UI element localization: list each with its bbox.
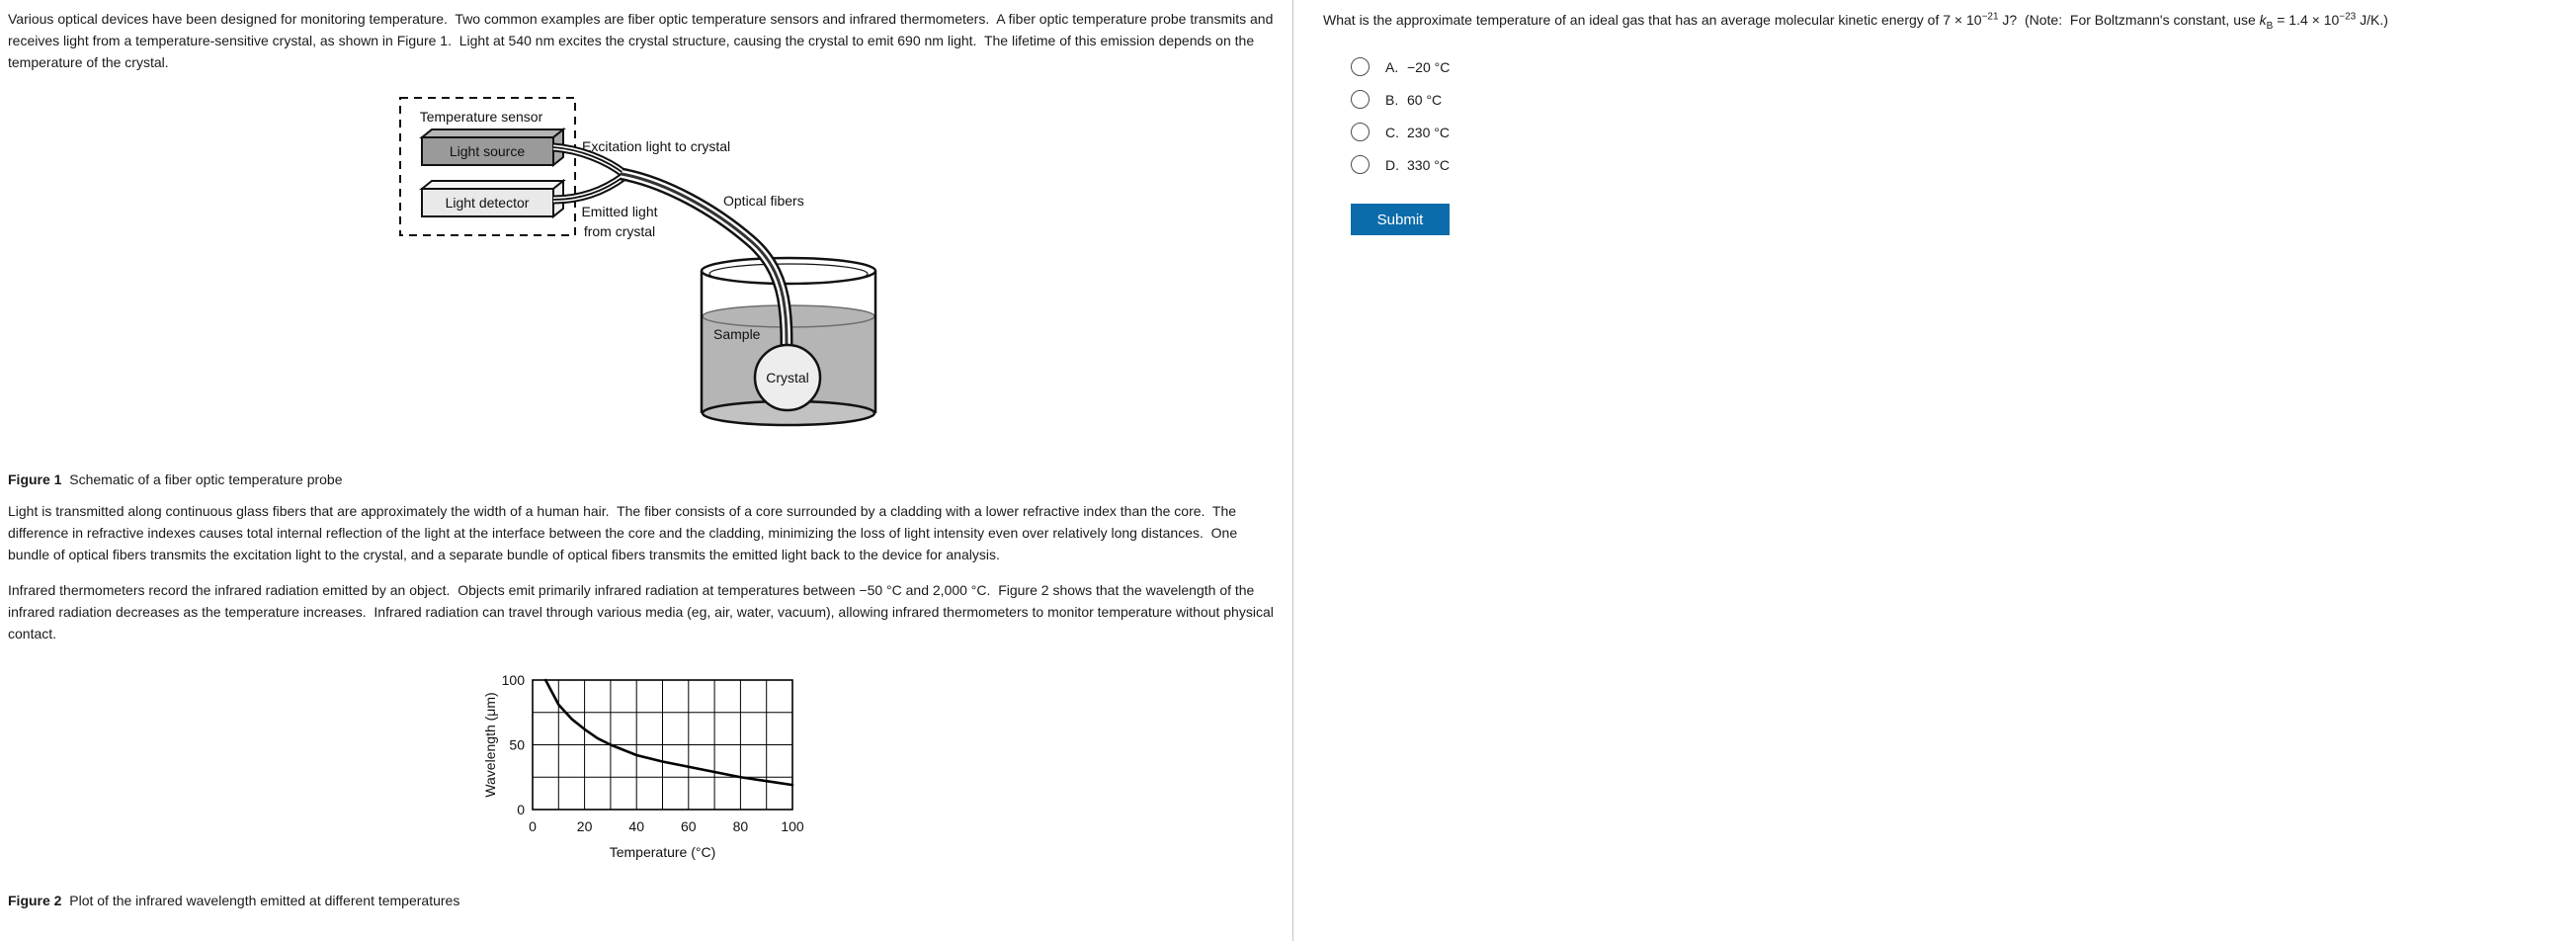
light-detector-box: [422, 181, 563, 216]
exponent: −23: [2339, 11, 2357, 23]
radio-button-b[interactable]: [1351, 90, 1370, 109]
light-source-box: [422, 129, 563, 165]
answer-options: [1351, 57, 2564, 174]
emitted-light-label-line1: Emitted light: [581, 204, 658, 219]
option-letter-a: A.: [1385, 58, 1399, 75]
light-detector-label: Light detector: [445, 195, 530, 211]
question-text: What is the approximate temperature of an ideal gas that has an average molecular kinetic energy of $7 \times 10^{-21}$ J? (Note: For Boltzmann's constant, use $k_B = 1.4 \times 10^{-23}$ J/K.): [1323, 11, 2388, 32]
option-letter-b: B.: [1385, 91, 1399, 108]
answer-option-c[interactable]: [1351, 123, 2564, 141]
passage-paragraph-3: Infrared thermometers record the infrared radiation emitted by an object. Objects emit primarily infrared radiation at temperatures between −50 °C and 2,000 °C. Figure 2 shows that the wavelength of the infrared radiation decreases as the temperature increases. Infrared radiation can travel through various media (eg, air, water, vacuum), allowing infrared thermometers to monitor temperature without physical contact.: [8, 582, 1278, 642]
radio-button-a[interactable]: [1351, 57, 1370, 76]
figure1-label: Figure 1: [8, 471, 62, 487]
boltzmann-subscript: B: [2266, 20, 2274, 32]
x-tick-label: 0: [529, 818, 537, 834]
option-text-a: −20 °C: [1407, 58, 1451, 75]
x-tick-label: 40: [628, 818, 644, 834]
y-tick-label: 100: [501, 674, 525, 688]
figure2-label: Figure 2: [8, 893, 62, 908]
exponent: −21: [1981, 11, 1999, 23]
x-tick-label: 20: [576, 818, 593, 834]
option-letter-c: C.: [1385, 124, 1399, 140]
x-tick-label: 80: [732, 818, 749, 834]
crystal-label: Crystal: [766, 370, 809, 385]
emitted-light-label-line2: from crystal: [583, 223, 656, 239]
light-source-label: Light source: [449, 143, 526, 159]
optical-fibers-label: Optical fibers: [723, 193, 804, 209]
temperature-sensor-label: Temperature sensor: [419, 109, 543, 125]
answer-option-b[interactable]: [1351, 90, 2564, 109]
submit-button[interactable]: Submit: [1351, 204, 1450, 235]
passage-paragraph-2: Light is transmitted along continuous glass fibers that are approximately the width of a human hair. The fiber consists of a core surrounded by a cladding with a lower refractive index than the core. The difference in refractive indexes causes total internal reflection of the light at the interface between the core and the cladding, minimizing the loss of light intensity even over relatively long distances. One bundle of optical fibers transmits the excitation light to the crystal, and a separate bundle of optical fibers transmits the emitted light back to the device for analysis.: [8, 503, 1241, 562]
question-panel: [1293, 0, 2576, 941]
sample-label: Sample: [713, 326, 761, 342]
wavelength-curve: [545, 680, 792, 785]
excitation-light-label: Excitation light to crystal: [582, 138, 731, 154]
y-tick-label: 50: [509, 736, 525, 753]
option-text-d: 330 °C: [1407, 156, 1450, 173]
figure2-caption: Figure 2 Plot of the infrared wavelength emitted at different temperatures: [8, 893, 460, 908]
passage-paragraph-1: Various optical devices have been designed for monitoring temperature. Two common examples are fiber optic temperature sensors and infrared thermometers. A fiber optic temperature probe transmits and receives light from a temperature-sensitive crystal, as shown in Figure 1. Light at 540 nm excites the crystal structure, causing the crystal to emit 690 nm light. The lifetime of this emission depends on the temperature of the crystal.: [8, 11, 1278, 70]
boltzmann-symbol: k: [2259, 12, 2267, 28]
radio-button-c[interactable]: [1351, 123, 1370, 141]
radio-button-d[interactable]: [1351, 155, 1370, 174]
answer-option-d[interactable]: [1351, 155, 2564, 174]
x-axis-title: Temperature (°C): [609, 844, 716, 860]
y-tick-label: 0: [517, 802, 525, 817]
answer-option-a[interactable]: [1351, 57, 2564, 76]
x-tick-label: 100: [781, 818, 804, 834]
x-tick-label: 60: [681, 818, 697, 834]
option-text-b: 60 °C: [1407, 91, 1443, 108]
figure2-chart: [481, 674, 807, 864]
y-axis-title: Wavelength (μm): [482, 692, 498, 798]
figure1-caption: Figure 1 Schematic of a fiber optic temperature probe: [8, 471, 343, 487]
option-text-c: 230 °C: [1407, 124, 1450, 140]
option-letter-d: D.: [1385, 156, 1399, 173]
figure1-diagram: [387, 85, 901, 441]
